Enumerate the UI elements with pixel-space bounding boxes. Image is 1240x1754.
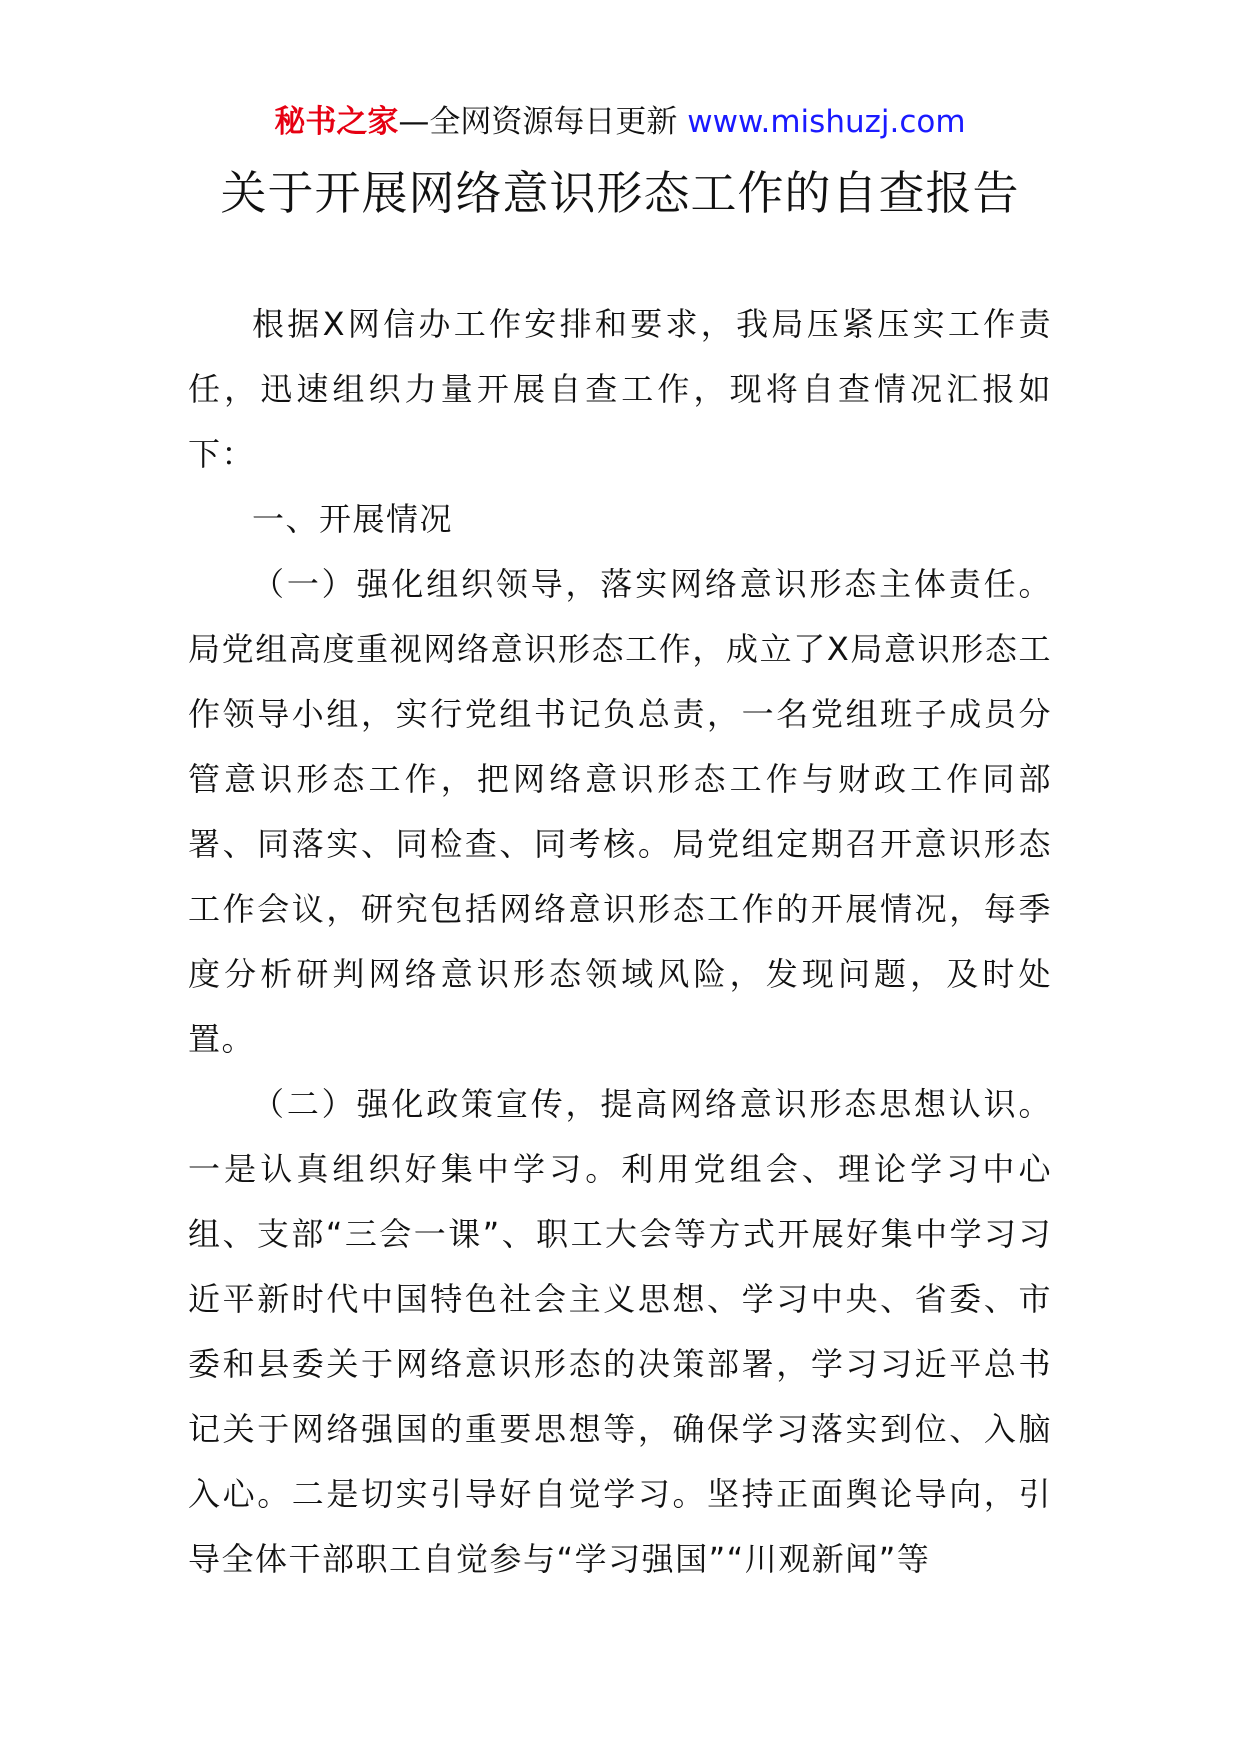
site-url-link[interactable]: www.mishuzj.com [687, 104, 966, 140]
watermark-header [0, 100, 1240, 144]
section-heading: 一、开展情况 [252, 500, 454, 538]
intro-paragraph: 根据X网信办工作安排和要求，我局压紧压实工作责任，迅速组织力量开展自查工作，现将自查情况汇报如下： [188, 305, 1052, 473]
body-paragraph: （一）强化组织领导，落实网络意识形态主体责任。局党组高度重视网络意识形态工作，成立了X局意识形态工作领导小组，实行党组书记负总责，一名党组班子成员分管意识形态工作，把网络意识形态工作与财政工作同部署、同落实、同检查、同考核。局党组定期召开意识形态工作会议，研究包括网络意识形态工作的开展情况，每季度分析研判网络意识形态领域风险，发现问题，及时处置。 [188, 565, 1052, 1058]
brand-name: 秘书之家 [274, 104, 399, 140]
document-title: 关于开展网络意识形态工作的自查报告 [220, 166, 1020, 220]
body-paragraph: （二）强化政策宣传，提高网络意识形态思想认识。一是认真组织好集中学习。利用党组会、理论学习中心组、支部“三会一课”、职工大会等方式开展好集中学习习近平新时代中国特色社会主义思想、学习中央、省委、市委和县委关于网络意识形态的决策部署，学习习近平总书记关于网络强国的重要思想等，确保学习落实到位、入脑入心。二是切实引导好自觉学习。坚持正面舆论导向，引导全体干部职工自觉参与“学习强国”“川观新闻”等 [188, 1085, 1052, 1578]
brand-slogan: —全网资源每日更新 [398, 104, 688, 140]
document-body [188, 292, 1052, 1592]
